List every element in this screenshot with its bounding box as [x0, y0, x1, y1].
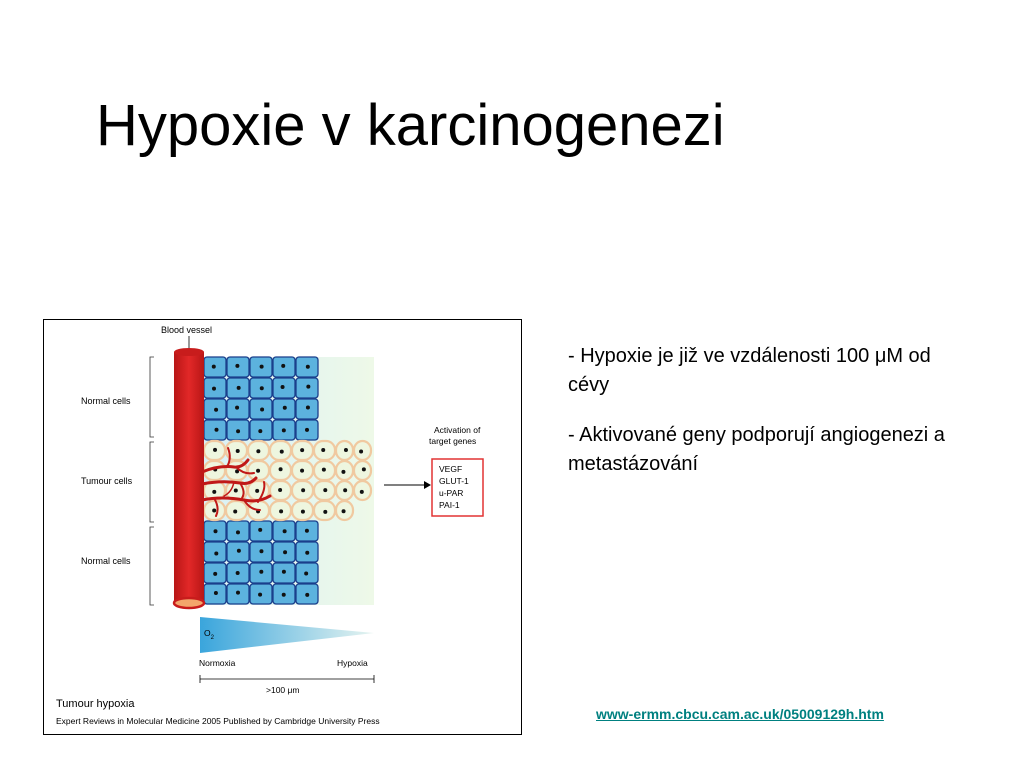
- cell-nucleus: [300, 448, 304, 452]
- cell-nucleus: [260, 386, 264, 390]
- cell-nucleus: [341, 470, 345, 474]
- cell-nucleus: [281, 364, 285, 368]
- cell-nucleus: [342, 509, 346, 513]
- cell-nucleus: [236, 429, 240, 433]
- cell-nucleus: [258, 528, 262, 532]
- cell-nucleus: [300, 469, 304, 473]
- caption-title: Tumour hypoxia: [56, 698, 135, 710]
- cell-nucleus: [279, 467, 283, 471]
- gene-upar: u-PAR: [439, 488, 464, 498]
- cell-nucleus: [236, 530, 240, 534]
- cell-nucleus: [283, 529, 287, 533]
- cell-nucleus: [237, 386, 241, 390]
- cell-nucleus: [344, 448, 348, 452]
- gene-glut1: GLUT-1: [439, 476, 469, 486]
- cell-nucleus: [258, 429, 262, 433]
- cell-nucleus: [306, 406, 310, 410]
- cell-nucleus: [235, 406, 239, 410]
- cell-nucleus: [281, 385, 285, 389]
- slide-title: Hypoxie v karcinogenezi: [96, 93, 725, 158]
- cell-nucleus: [212, 387, 216, 391]
- cell-nucleus: [323, 510, 327, 514]
- cell-nucleus: [279, 509, 283, 513]
- cell-nucleus: [362, 467, 366, 471]
- cell-nucleus: [236, 591, 240, 595]
- distance-scale: [200, 675, 374, 683]
- activation-label-line1: Activation of: [434, 425, 481, 435]
- cell-nucleus: [359, 450, 363, 454]
- cell-nucleus: [301, 488, 305, 492]
- cell-nucleus: [283, 550, 287, 554]
- cell-nucleus: [233, 510, 237, 514]
- cell-nucleus: [213, 572, 217, 576]
- cell-nucleus: [258, 593, 262, 597]
- tumour-hypoxia-figure: [43, 319, 522, 735]
- cell-nucleus: [214, 591, 218, 595]
- bullet-hypoxia-distance: - Hypoxie je již ve vzdálenosti 100 μM od cévy: [568, 345, 931, 396]
- cell-nucleus: [214, 428, 218, 432]
- tumour-hypoxia-diagram: [44, 320, 521, 734]
- cell-nucleus: [282, 570, 286, 574]
- cell-nucleus: [323, 488, 327, 492]
- blood-vessel: [174, 348, 204, 608]
- cell-nucleus: [321, 448, 325, 452]
- region-label-normal-top: Normal cells: [81, 396, 131, 406]
- cell-nucleus: [305, 428, 309, 432]
- cell-nucleus: [305, 593, 309, 597]
- cell-nucleus: [235, 364, 239, 368]
- cell-nucleus: [278, 488, 282, 492]
- source-link[interactable]: www-ermm.cbcu.cam.ac.uk/05009129h.htm: [596, 706, 884, 722]
- gene-pai1: PAI-1: [439, 500, 460, 510]
- blood-vessel-label: Blood vessel: [161, 325, 213, 335]
- caption-source: Expert Reviews in Molecular Medicine 2005 Published by Cambridge University Press: [56, 716, 380, 726]
- cell-nucleus: [214, 529, 218, 533]
- activation-label-line2: target genes: [429, 436, 477, 446]
- cell-nucleus: [259, 570, 263, 574]
- cell-nucleus: [282, 428, 286, 432]
- cell-nucleus: [212, 365, 216, 369]
- cell-nucleus: [305, 551, 309, 555]
- cell-nucleus: [304, 572, 308, 576]
- bullet-list: [568, 342, 968, 500]
- cell-nucleus: [260, 365, 264, 369]
- cell-nucleus: [306, 365, 310, 369]
- cell-nucleus: [259, 549, 263, 553]
- cell-nucleus: [234, 489, 238, 493]
- hypoxia-label: Hypoxia: [337, 658, 368, 668]
- cell-nucleus: [213, 448, 217, 452]
- region-label-tumour: Tumour cells: [81, 476, 133, 486]
- cell-nucleus: [282, 593, 286, 597]
- cell-nucleus: [236, 449, 240, 453]
- cell-nucleus: [212, 508, 216, 512]
- cell-nucleus: [212, 490, 216, 494]
- gene-vegf: VEGF: [439, 464, 463, 474]
- cell-nucleus: [306, 385, 310, 389]
- cell-nucleus: [260, 408, 264, 412]
- activation-arrow: [384, 481, 431, 489]
- distance-label: >100 μm: [266, 685, 300, 695]
- cell-nucleus: [236, 571, 240, 575]
- cell-nucleus: [360, 490, 364, 494]
- cell-nucleus: [214, 551, 218, 555]
- region-label-normal-bottom: Normal cells: [81, 556, 131, 566]
- region-brackets: [150, 357, 154, 605]
- o2-label: $O_2$: [204, 628, 214, 641]
- cell-nucleus: [322, 468, 326, 472]
- oxygen-gradient-wedge: [200, 617, 374, 653]
- cell-nucleus: [280, 450, 284, 454]
- cell-nucleus: [256, 469, 260, 473]
- cell-nucleus: [305, 529, 309, 533]
- cell-nucleus: [301, 510, 305, 514]
- normoxia-label: Normoxia: [199, 658, 236, 668]
- cell-nucleus: [283, 406, 287, 410]
- bullet-activated-genes: - Aktivované geny podporují angiogenezi a metastázování: [568, 424, 945, 475]
- cell-nucleus: [256, 449, 260, 453]
- cell-nucleus: [343, 488, 347, 492]
- cell-nucleus: [214, 408, 218, 412]
- cell-nucleus: [255, 489, 259, 493]
- cell-nucleus: [237, 549, 241, 553]
